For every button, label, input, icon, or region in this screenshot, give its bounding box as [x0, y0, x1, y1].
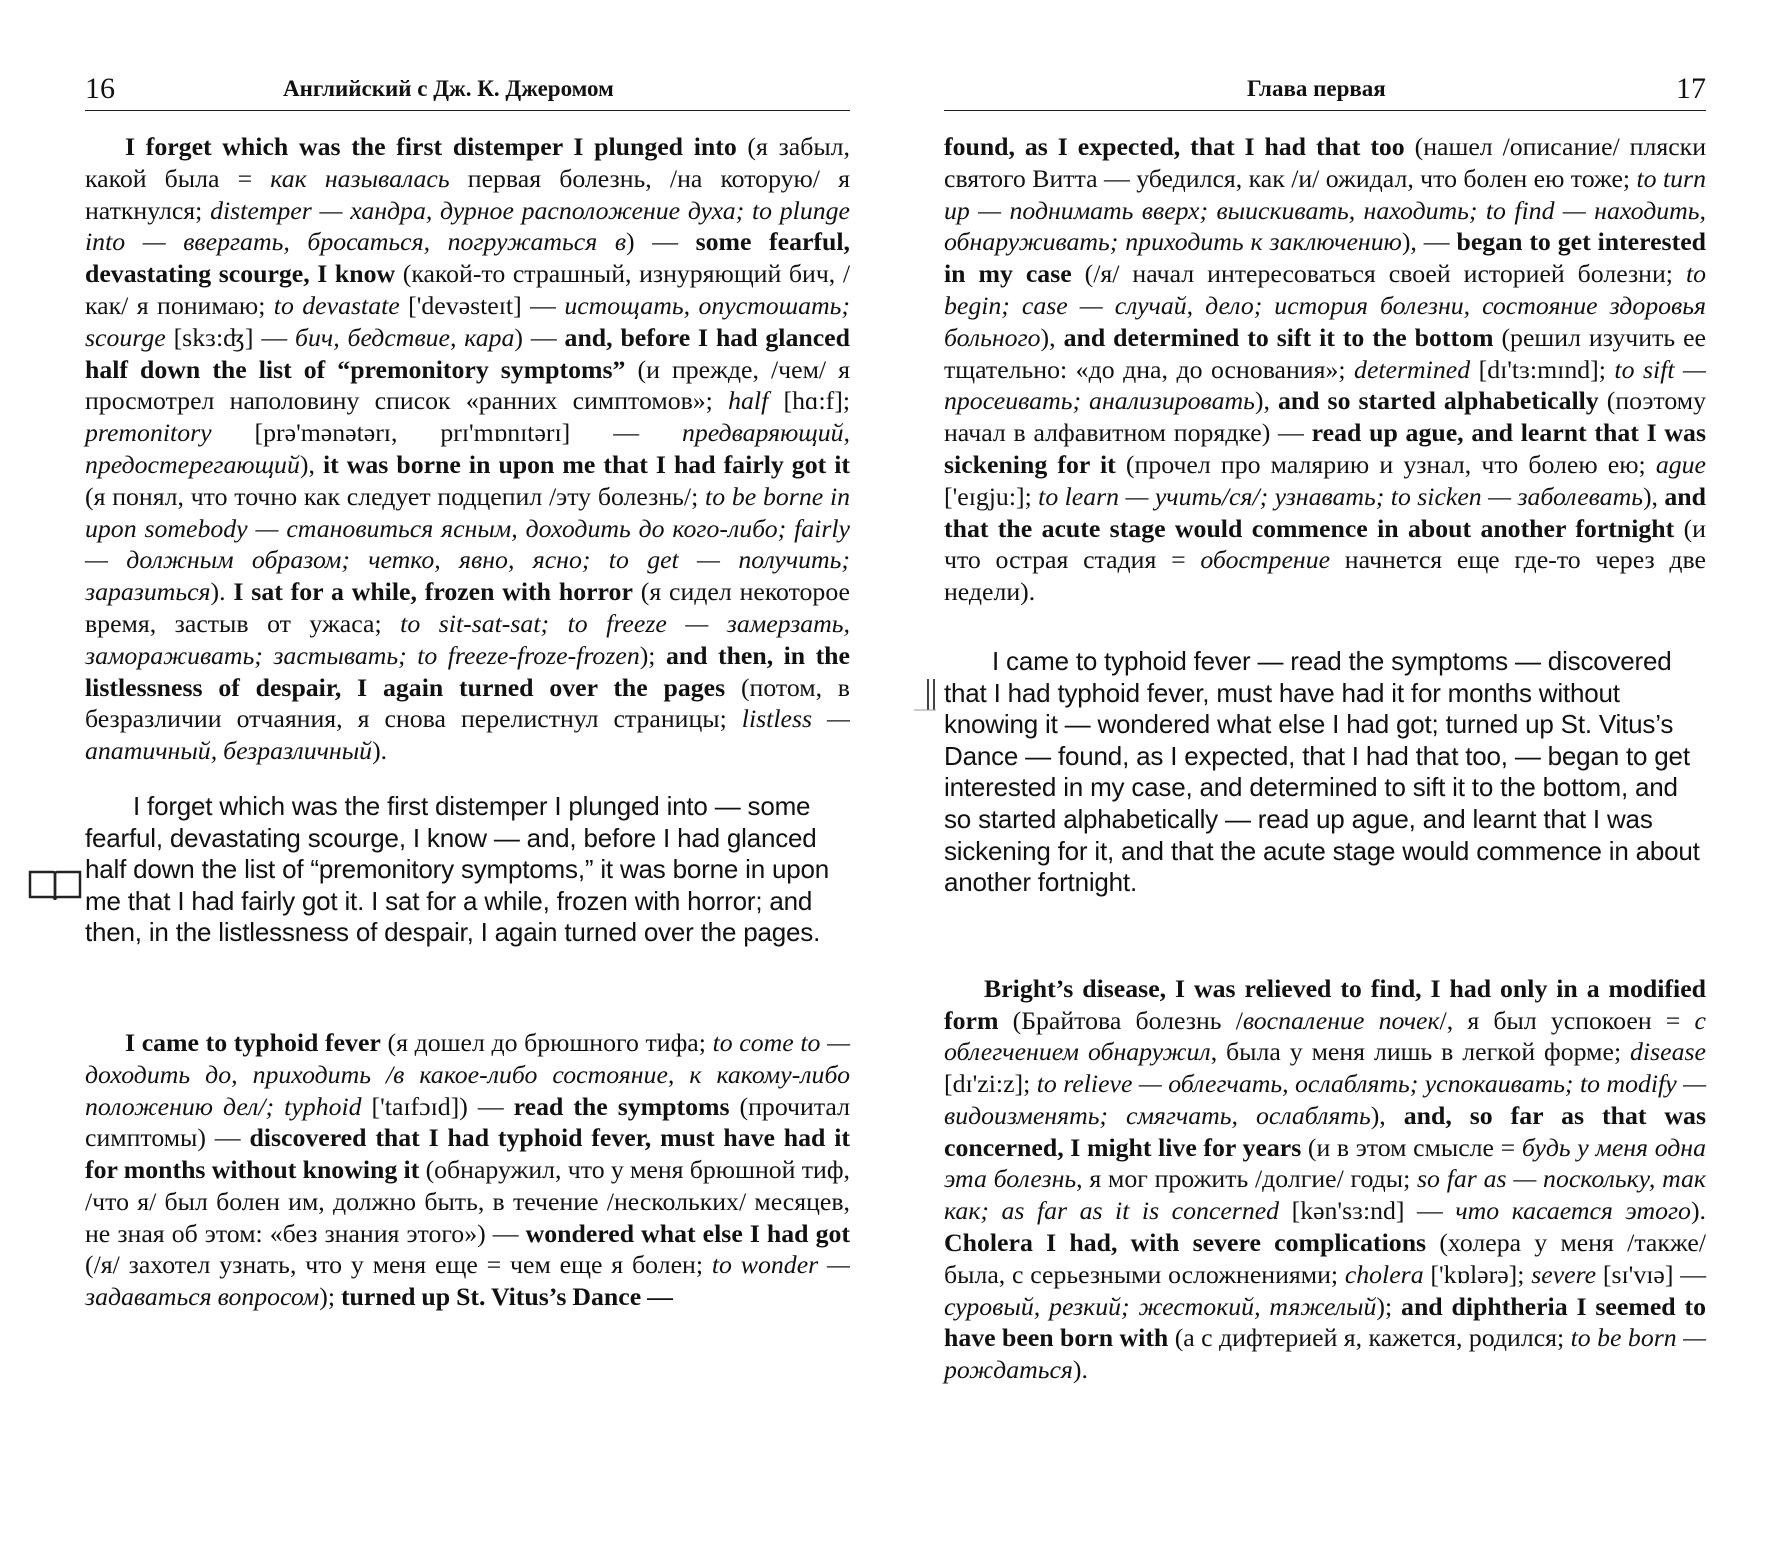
translation-text: (холера у меня /также/ была, с серьезными осложнениями;	[944, 1228, 1706, 1289]
source-phrase: wondered what else I had got	[525, 1218, 850, 1248]
page-number-right: 17	[1676, 72, 1706, 105]
translation-text: , была у меня лишь в легкой форме;	[1210, 1037, 1631, 1067]
gloss-italic: so far as — поскольку, так как; as far as it is concerned	[944, 1164, 1706, 1226]
translation-text: ).	[210, 577, 234, 607]
gloss-italic: воспаление почек	[1242, 1005, 1440, 1035]
translation-text: (решил изучить ее тщательно: «до дна, до основания»;	[944, 322, 1706, 384]
gloss-italic: to begin; case — случай, дело; история болезни, состояние здоровья больного	[944, 259, 1707, 352]
gloss-italic: severe	[1531, 1259, 1597, 1289]
translation-text: (я понял, что точно как следует подцепил /эту болезнь/;	[85, 481, 706, 511]
page-number-left: 16	[85, 72, 115, 105]
translation-text: ['taɪfɔɪd]) —	[361, 1091, 514, 1121]
gloss-italic: to relieve — облегчать, ослаблять; успокаивать; to modify — видоизменять; смягчать, ослаблять	[944, 1069, 1707, 1130]
translation-text: ),	[299, 449, 323, 479]
source-phrase: and then, in the listlessness of despair, I again turned over the pages	[85, 640, 850, 702]
gloss-italic: to turn up — поднимать вверх; выискивать, находить; to find — находить, обнаруживать; приходить к заключению	[944, 163, 1706, 257]
translation-text: (и что острая стадия =	[944, 513, 1706, 575]
gloss-italic: premonitory	[85, 418, 212, 448]
translation-text: (/я/ начал интересоваться своей историей болезни;	[1071, 259, 1686, 289]
running-title-right: Глава первая	[1247, 76, 1386, 101]
translation-text: ) —	[514, 322, 565, 352]
gloss-italic: cholera	[1344, 1259, 1424, 1289]
translation-text: ['eɪgju:];	[944, 481, 1039, 511]
translation-text: ),	[1254, 386, 1278, 416]
translation-text: (Брайтова болезнь /	[998, 1005, 1243, 1035]
right-english-paragraph-1	[944, 646, 1706, 899]
gloss-italic: to be borne in upon somebody — становиться ясным, доходить до кого-либо; fairly — должным образом; четко, явно, ясно; to get — получить; заразиться	[85, 481, 851, 607]
translation-text: ).	[372, 736, 388, 766]
open-book-icon	[28, 868, 82, 902]
translation-text: (а с дифтерией я, кажется, родился;	[1168, 1323, 1571, 1353]
left-annotated-paragraph-1	[85, 131, 850, 767]
source-phrase: read the symptoms	[513, 1091, 730, 1121]
left-page	[85, 0, 850, 1554]
source-phrase: found, as I expected, that I had that too	[944, 132, 1405, 161]
source-phrase: and, so far as that was concerned, I might live for years	[944, 1100, 1706, 1162]
gloss-italic: с облегчением обнаружил	[944, 1005, 1706, 1067]
gloss-italic: distemper — хандра, дурное расположение духа; to plunge into — ввергать, бросаться, погружаться в	[85, 195, 850, 257]
translation-text: ),	[1040, 322, 1064, 352]
gloss-italic: предваряющий, предостерегающий	[85, 418, 850, 479]
translation-text: (/я/ захотел узнать, что у меня еще = чем еще я болен;	[85, 1250, 712, 1280]
translation-text: (и прежде, /чем/ я просмотрел наполовину список «ранних симптомов»;	[85, 354, 850, 416]
running-head-left	[85, 0, 850, 111]
translation-text: первая болезнь, /на которую/ я наткнулся;	[85, 163, 850, 225]
running-head-right	[944, 0, 1706, 111]
left-english-text-1: I forget which was the first distemper I plunged into — some fearful, devastating scourge, I know — and, before I had glanced half down the list of “premonitory symptoms,” it was borne in upon me that I had fairly got it. I sat for a while, frozen with horror; and then, in the listlessness of despair, I again turned over the pages.	[85, 790, 830, 948]
translation-text: );	[319, 1282, 341, 1312]
translation-text: ['kɒlǝrǝ];	[1423, 1259, 1532, 1289]
source-phrase: and that the acute stage would commence in about another fortnight	[944, 481, 1706, 543]
translation-text: [dɪ'zi:z];	[944, 1069, 1037, 1099]
gloss-italic: listless — апатичный, безразличный	[85, 704, 850, 766]
source-phrase: began to get interested in my case	[944, 227, 1706, 289]
gloss-italic: half	[728, 386, 769, 416]
translation-text: (нашел /описание/ пляски святого Витта — убедился, как /и/ ожидал, что болен ею тоже;	[944, 132, 1706, 193]
gloss-italic: будь у меня одна эта болезнь	[944, 1132, 1706, 1194]
translation-text: [kǝn'sɜ:nd] —	[1279, 1196, 1456, 1226]
gloss-italic: to come to — доходить до, приходить /в какое-либо состояние, к какому-либо положению дел/; typhoid	[85, 1027, 851, 1121]
translation-text: начнется еще где-то через две недели).	[944, 545, 1707, 607]
source-phrase: and determined to sift it to the bottom	[1063, 322, 1494, 352]
translation-text: ['devǝsteɪt] —	[399, 290, 565, 320]
translation-text: (я забыл, какой была =	[85, 132, 850, 193]
source-phrase: some fearful, devastating scourge, I know	[85, 227, 850, 289]
translation-text: , я мог прожить /долгие/ годы;	[1076, 1164, 1418, 1194]
source-phrase: Cholera I had, with severe complications	[944, 1228, 1427, 1258]
translation-text: [prǝ'mǝnǝtǝrɪ, prɪ'mɒnɪtǝrɪ] —	[211, 418, 682, 448]
source-phrase: I sat for a while, frozen with horror	[233, 577, 633, 607]
gloss-italic: истощать, опустошать; scourge	[85, 290, 851, 352]
source-phrase: discovered that I had typhoid fever, must have had it for months without knowing it	[85, 1123, 850, 1185]
gloss-italic: суровый, резкий; жестокий, тяжелый	[944, 1291, 1377, 1321]
translation-text: /, я был успокоен =	[1439, 1005, 1695, 1035]
translation-text: (и в этом смысле =	[1301, 1132, 1522, 1162]
gloss-italic: что касается этого	[1455, 1196, 1691, 1226]
translation-text: ),	[1370, 1100, 1404, 1130]
translation-text: (я дошел до брюшного тифа;	[380, 1027, 713, 1057]
translation-text: (поэтому начал в алфавитном порядке) —	[944, 386, 1706, 448]
source-phrase: turned up St. Vitus’s Dance —	[340, 1282, 673, 1312]
translation-text: ), —	[1401, 227, 1457, 257]
source-phrase: and so started alphabetically	[1277, 386, 1599, 416]
translation-text: );	[1376, 1291, 1402, 1321]
running-title-left: Английский с Дж. К. Джеромом	[283, 76, 614, 101]
right-page	[944, 0, 1706, 1554]
right-annotated-paragraph-2	[944, 973, 1706, 1386]
gloss-italic: to learn — учить/ся/; узнавать; to sicken — заболевать	[1038, 481, 1643, 511]
translation-text: (какой-то страшный, изнуряющий бич, /как/ я понимаю;	[85, 259, 850, 320]
pause-icon	[912, 676, 942, 714]
left-english-paragraph-1	[85, 791, 850, 949]
translation-text: (обнаружил, что у меня брюшной тиф, /что я/ был болен им, должно быть, в течение /нескольких/ месяцев, не зная об этом: «без знания этого») —	[85, 1155, 850, 1248]
gloss-italic: бич, бедствие, кара	[295, 322, 515, 352]
translation-text: [hɑ:f];	[768, 386, 850, 416]
translation-text: ).	[1690, 1196, 1706, 1226]
translation-text: (прочел про малярию и узнал, что болею ею;	[1115, 449, 1656, 479]
translation-text: (я сидел некоторое время, застыв от ужаса;	[85, 577, 850, 638]
translation-text: ),	[1642, 481, 1665, 511]
gloss-italic: to devastate	[273, 290, 400, 320]
source-phrase: and diphtheria I seemed to have been born with	[944, 1291, 1706, 1353]
translation-text: [dɪ'tɜ:mɪnd];	[1470, 354, 1615, 384]
right-annotated-paragraph-1	[944, 131, 1706, 608]
gloss-italic: determined	[1354, 354, 1471, 384]
gloss-italic: disease	[1630, 1037, 1706, 1067]
right-english-text-1: I came to typhoid fever — read the symptoms — discovered that I had typhoid fever, must have had it for months without knowing it — wondered what else I had got; turned up St. Vitus’s Dance — found, as I expected, that I had that too, — began to get interested in my case, and determined to sift it to the bottom, and so started alphabetically — read up ague, and learnt that I was sickening for it, and that the acute stage would commence in about another fortnight.	[944, 645, 1700, 898]
translation-text: (потом, в безразличии отчаяния, я снова перелистнул страницы;	[85, 672, 850, 734]
gloss-italic: обострение	[1200, 545, 1331, 575]
translation-text: (прочитал симптомы) —	[85, 1091, 850, 1153]
left-annotated-paragraph-2	[85, 1027, 850, 1313]
translation-text: [skɜ:ʤ] —	[165, 322, 296, 352]
gloss-italic: как называлась	[270, 163, 450, 193]
translation-text: );	[639, 640, 666, 670]
gloss-italic: to sit-sat-sat; to freeze — замерзать, замораживать; застывать; to freeze-froze-frozen	[85, 608, 851, 670]
source-phrase: and, before I had glanced half down the list of “premonitory symptoms”	[85, 322, 850, 384]
gloss-italic: to sift — просеивать; анализировать	[944, 354, 1706, 416]
source-phrase: I came to typhoid fever	[125, 1027, 381, 1057]
translation-text: ).	[1072, 1355, 1088, 1385]
translation-text: ) —	[626, 227, 696, 257]
gloss-italic: to wonder — задаваться вопросом	[85, 1250, 850, 1312]
source-phrase: read up ague, and learnt that I was sickening for it	[944, 418, 1706, 479]
gloss-italic: ague	[1655, 449, 1706, 479]
translation-text: [sɪ'vɪǝ] —	[1596, 1259, 1706, 1289]
source-phrase: Bright’s disease, I was relieved to find, I had only in a modified form	[944, 973, 1706, 1035]
gloss-italic: to be born — рождаться	[944, 1323, 1707, 1385]
source-phrase: I forget which was the first distemper I plunged into	[125, 132, 737, 161]
source-phrase: it was borne in upon me that I had fairly got it	[322, 449, 850, 479]
